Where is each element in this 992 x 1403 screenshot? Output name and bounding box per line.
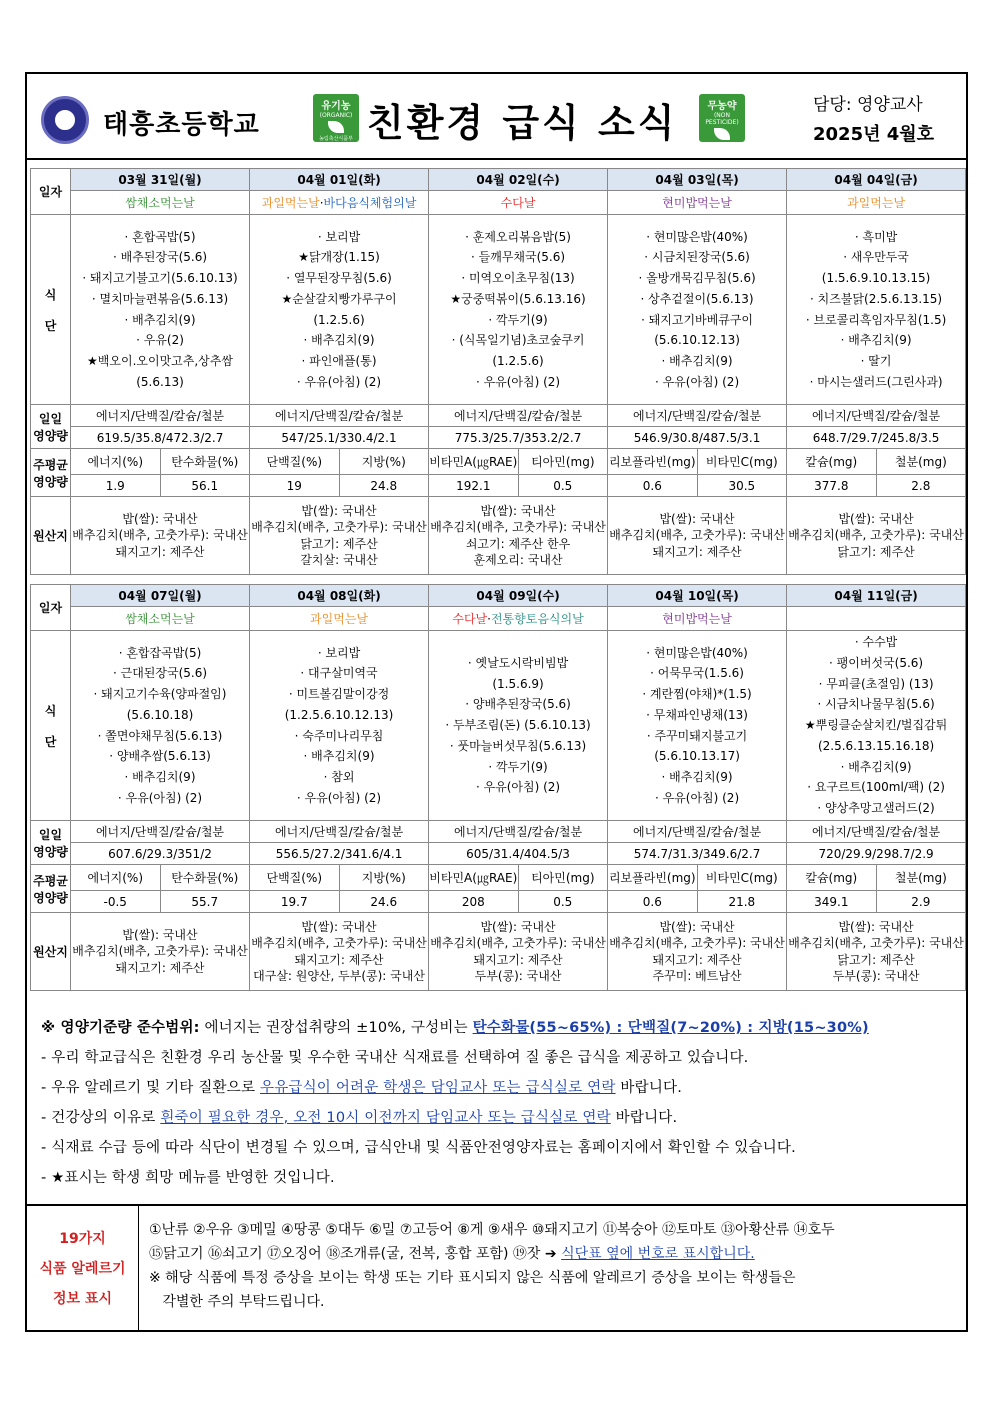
menu-item: (5.6.13) [136, 374, 184, 389]
event-cell: 과일먹는날 [787, 191, 966, 215]
allergy-body [149, 1218, 959, 1314]
weekly-value: 349.1 [787, 891, 877, 913]
menu-item: (5.6.10.12.13) [654, 333, 740, 348]
menu-item: · 어묵무국(1.5.6) [650, 666, 744, 681]
nutrition-head: 에너지/단백질/칼슘/철분 [429, 405, 608, 427]
notice-text: - 우유 알레르기 및 기타 질환으로 [41, 1080, 260, 1096]
menu-item: · 배추된장국(5.6) [112, 250, 208, 265]
date-cell: 03월 31일(월) [71, 169, 250, 191]
notice-text: 에너지는 권장섭취량의 ±10%, 구성비는 [199, 1020, 473, 1036]
manager-label: 담당: 영양교사 [813, 95, 923, 115]
origin-item: 배추김치(배추, 고춧가루): 국내산 [430, 520, 606, 534]
menu-item: · 우유(아침) (2) [654, 790, 740, 805]
origin-item: 배추김치(배추, 고춧가루): 국내산 [609, 528, 785, 543]
nopest-badge-foot: 농림축산식품부 [705, 143, 739, 149]
daily-nutrition-label [31, 821, 71, 865]
page-title: 친환경 급식 소식 [367, 101, 678, 145]
notice-item: - ★표시는 학생 희망 메뉴를 반영한 것입니다. [41, 1170, 335, 1186]
menu-item: ★뿌링클순살치킨/벌집감튀 [804, 718, 948, 733]
menu-item: · 주꾸미돼지불고기 [646, 728, 748, 743]
origin-item: 밥(쌀): 국내산 [838, 919, 914, 934]
weekly-value: 30.5 [697, 475, 787, 497]
nutrition-head: 에너지/단백질/칼슘/철분 [71, 821, 250, 843]
origin-cell [429, 497, 608, 575]
weekly-head: 비타민C(mg) [697, 449, 787, 475]
notice-text: - 건강상의 이유로 [41, 1110, 161, 1126]
nutrition-value: 648.7/29.7/245.8/3.5 [787, 427, 966, 449]
menu-item: · 배추김치(9) [840, 759, 912, 774]
nutrition-head: 에너지/단백질/칼슘/철분 [429, 821, 608, 843]
weekly-value: -0.5 [71, 891, 161, 913]
weekly-value: 56.1 [160, 475, 250, 497]
weekly-value: 192.1 [429, 475, 519, 497]
menu-item: · 옛날도시락비빔밥 [467, 656, 569, 671]
menu-row-label [31, 215, 71, 405]
weekly-head: 에너지(%) [71, 449, 161, 475]
menu-item: · 무피클(초절임) (13) [818, 676, 934, 691]
origin-cell [787, 913, 966, 991]
weekly-head: 비타민C(mg) [697, 865, 787, 891]
origin-cell [429, 913, 608, 991]
label-part: 주평균 [33, 457, 68, 472]
organic-badge-icon [313, 94, 359, 142]
origin-item: 밥(쌀): 국내산 [301, 503, 377, 518]
origin-item: 닭고기: 제주산 [837, 544, 915, 559]
date-cell: 04월 04일(금) [787, 169, 966, 191]
origin-item: 대구살: 원양산, 두부(콩): 국내산 [253, 969, 425, 983]
menu-item: · 흑미밥 [854, 229, 898, 244]
menu-item: · 새우만두국 [843, 250, 909, 265]
date-cell: 04월 11일(금) [787, 585, 966, 607]
weekly-value: 0.5 [518, 475, 608, 497]
menu-item: · 훈제오리볶음밥(5) [465, 229, 571, 244]
menu-item: · 브로콜리흑임자무침(1.5) [805, 312, 947, 327]
allergy-list-line [149, 1242, 959, 1266]
menu-item: · 계란찜(야채)*(1.5) [642, 687, 752, 702]
menu-item: · 보리밥 [317, 645, 361, 660]
origin-item: 밥(쌀): 국내산 [480, 919, 556, 934]
origin-item: 돼지고기: 제주산 [294, 952, 384, 967]
label-part: 단 [44, 318, 57, 333]
weekly-head: 단백질(%) [250, 865, 340, 891]
label-part: 일일 [38, 827, 63, 842]
nutrition-value: 619.5/35.8/472.3/2.7 [71, 427, 250, 449]
nopest-badge-sub: (NON PESTICIDE) [705, 112, 739, 126]
allergy-caution-line: 각별한 주의 부탁드립니다. [149, 1294, 325, 1310]
weekly-head: 탄수화물(%) [160, 449, 250, 475]
label-part: 식 [44, 703, 57, 718]
nutrition-head: 에너지/단백질/칼슘/철분 [608, 405, 787, 427]
label-part: 영양량 [33, 474, 68, 489]
menu-item: · 우유(아침) (2) [475, 374, 561, 389]
menu-cell [787, 631, 966, 821]
menu-item: · 멸치마늘편볶음(5.6.13) [91, 291, 229, 306]
origin-item: 돼지고기: 제주산 [473, 952, 563, 967]
menu-item: ★닭개장(1.15) [298, 250, 380, 265]
label-part: 주평균 [33, 873, 68, 888]
menu-item: · 들깨무채국(5.6) [471, 250, 566, 265]
menu-item: (1.2.5.6) [492, 353, 544, 368]
event-cell [429, 607, 608, 631]
menu-cell [608, 215, 787, 405]
origin-item: 닭고기: 제주산 [300, 536, 378, 551]
menu-item: · 풋마늘버섯무침(5.6.13) [449, 738, 587, 753]
weekly-value: 2.8 [876, 475, 966, 497]
menu-item: · 마시는샐러드(그린사과) [809, 374, 943, 389]
weekly-value: 0.6 [608, 475, 698, 497]
menu-item: · 양상추망고샐러드(2) [817, 800, 935, 815]
menu-item: · 배추김치(9) [840, 333, 912, 348]
menu-item: · 깍두기(9) [488, 312, 548, 327]
menu-item: · 상추겉절이(5.6.13) [640, 291, 754, 306]
menu-item: · 배추김치(9) [303, 333, 375, 348]
nopest-badge-main: 무농약 [707, 101, 737, 112]
event-cell [250, 191, 429, 215]
nutrition-value: 607.6/29.3/351/2 [71, 843, 250, 865]
weekly-value: 55.7 [160, 891, 250, 913]
menu-item: · 깍두기(9) [488, 759, 548, 774]
origin-item: 돼지고기: 제주산 [652, 952, 742, 967]
menu-item: (1.2.5.6.10.12.13) [284, 707, 394, 722]
origin-row-label: 원산지 [31, 497, 71, 575]
nutrition-head: 에너지/단백질/칼슘/철분 [250, 821, 429, 843]
weekly-head: 철분(mg) [876, 449, 966, 475]
menu-row-label [31, 631, 71, 821]
allergy-caution-line: ※ 해당 식품에 특정 증상을 보이는 학생 또는 기타 표시되지 않은 식품에 알레르기 증상을 보이는 학생들은 [149, 1270, 796, 1286]
weekly-head: 지방(%) [339, 449, 429, 475]
allergy-label-line: 정보 표시 [53, 1291, 112, 1307]
menu-item: · 현미많은밥(40%) [646, 229, 748, 244]
menu-item: · 돼지고기불고기(5.6.10.13) [82, 271, 238, 286]
menu-item: · 양배추된장국(5.6) [465, 697, 571, 712]
newsletter-frame [25, 72, 968, 1332]
nutrition-head: 에너지/단백질/칼슘/철분 [250, 405, 429, 427]
weekly-head: 리보플라빈(mg) [608, 865, 698, 891]
origin-item: 훈제오리: 국내산 [473, 553, 563, 567]
menu-item: · 혼합곡밥(5) [124, 229, 196, 244]
notice-text: 바랍니다. [615, 1080, 683, 1096]
leaf-icon [328, 121, 344, 133]
daily-nutrition-label [31, 405, 71, 449]
weekly-value: 1.9 [71, 475, 161, 497]
label-part: 일일 [38, 411, 63, 426]
menu-table-week-2 [30, 584, 966, 991]
weekly-head: 단백질(%) [250, 449, 340, 475]
seal-center [53, 108, 77, 132]
menu-cell [71, 631, 250, 821]
event-cell: 쌈채소먹는날 [71, 607, 250, 631]
organic-badge-foot: 농림축산식품부 [319, 136, 353, 142]
menu-item: · 치즈불닭(2.5.6.13.15) [810, 291, 943, 306]
date-cell: 04월 07일(월) [71, 585, 250, 607]
menu-item: (1.2.5.6) [313, 312, 365, 327]
issue-label: 2025년 4월호 [813, 124, 935, 145]
origin-item: 갈치살: 국내산 [300, 553, 378, 567]
organic-badge-sub: (ORGANIC) [319, 112, 353, 119]
nutrition-value: 546.9/30.8/487.5/3.1 [608, 427, 787, 449]
notice-emphasis: 탄수화물(55~65%) : 단백질(7~20%) : 지방(15~30%) [472, 1020, 869, 1036]
date-cell: 04월 08일(화) [250, 585, 429, 607]
origin-item: 닭고기: 제주산 [837, 952, 915, 967]
origin-item: 두부(콩): 국내산 [832, 969, 920, 983]
weekly-head: 비타민A(㎍RAE) [429, 865, 519, 891]
menu-item: · 근대된장국(5.6) [112, 666, 208, 681]
menu-item: · 우유(아침) (2) [296, 790, 382, 805]
menu-item: · 딸기 [860, 353, 892, 368]
origin-item: 밥(쌀): 국내산 [122, 927, 198, 942]
origin-item: 밥(쌀): 국내산 [659, 919, 735, 934]
label-part: 영양량 [33, 428, 68, 443]
menu-cell [429, 631, 608, 821]
weekly-head: 티아민(mg) [518, 449, 608, 475]
weekly-value: 19 [250, 475, 340, 497]
origin-cell [250, 497, 429, 575]
origin-item: 배추김치(배추, 고춧가루): 국내산 [609, 936, 785, 950]
nutrition-value: 574.7/31.3/349.6/2.7 [608, 843, 787, 865]
origin-item: 밥(쌀): 국내산 [838, 511, 914, 526]
menu-item: · 우유(아침) (2) [654, 374, 740, 389]
weekly-head: 비타민A(㎍RAE) [429, 449, 519, 475]
notice-list [41, 1018, 961, 1198]
menu-item: · 파인애플(통) [301, 353, 377, 368]
weekly-value: 0.6 [608, 891, 698, 913]
menu-item: · 우유(2) [136, 333, 184, 348]
nutrition-head: 에너지/단백질/칼슘/철분 [608, 821, 787, 843]
label-part: 단 [44, 734, 57, 749]
origin-row-label: 원산지 [31, 913, 71, 991]
menu-item: · 우유(아침) (2) [117, 790, 203, 805]
pesticide-free-badge-icon [699, 94, 745, 149]
nutrition-value: 547/25.1/330.4/2.1 [250, 427, 429, 449]
date-cell: 04월 10일(목) [608, 585, 787, 607]
menu-item: · 돼지고기수육(양파절임) [93, 687, 227, 702]
notice-nutrition-standard [41, 1018, 961, 1038]
label-part: 영양량 [33, 890, 68, 905]
weekly-head: 티아민(mg) [518, 865, 608, 891]
event-part: 과일먹는날 [261, 196, 320, 210]
nutrition-value: 556.5/27.2/341.6/4.1 [250, 843, 429, 865]
weekly-value: 19.7 [250, 891, 340, 913]
menu-item: · 두부조림(돈) (5.6.10.13) [445, 718, 591, 733]
weekly-value: 0.5 [518, 891, 608, 913]
nutrition-value: 775.3/25.7/353.2/2.7 [429, 427, 608, 449]
weekly-head: 리보플라빈(mg) [608, 449, 698, 475]
menu-item: · 무채파인냉채(13) [646, 707, 748, 722]
event-cell: 현미밥먹는날 [608, 191, 787, 215]
origin-item: 배추김치(배추, 고춧가루): 국내산 [430, 936, 606, 950]
menu-item: · 미역오이초무침(13) [461, 271, 575, 286]
origin-cell [71, 497, 250, 575]
date-cell: 04월 09일(수) [429, 585, 608, 607]
weekly-head: 탄수화물(%) [160, 865, 250, 891]
origin-item: 쇠고기: 제주산 한우 [465, 536, 571, 551]
menu-item: · 수수밥 [854, 635, 898, 650]
menu-item: · 양배추쌈(5.6.13) [109, 749, 211, 764]
leaf-icon [714, 128, 730, 140]
allergy-label [27, 1206, 139, 1332]
weekly-value: 208 [429, 891, 519, 913]
menu-item: · 시금치된장국(5.6) [644, 250, 750, 265]
origin-item: 주꾸미: 베트남산 [652, 969, 742, 983]
menu-item: · 올방개묵김무침(5.6) [638, 271, 756, 286]
menu-item: ★백오이.오이맛고추,상추쌈 [87, 353, 233, 368]
origin-item: 밥(쌀): 국내산 [122, 511, 198, 526]
event-cell: 쌈채소먹는날 [71, 191, 250, 215]
notice-text: 바랍니다. [610, 1110, 678, 1126]
nutrition-value: 720/29.9/298.7/2.9 [787, 843, 966, 865]
event-cell: 과일먹는날 [250, 607, 429, 631]
event-part: 전통향토음식의날 [490, 612, 584, 626]
menu-item: · 팽이버섯국(5.6) [829, 656, 924, 671]
origin-item: 배추김치(배추, 고춧가루): 국내산 [251, 520, 427, 534]
menu-item: · 혼합잡곡밥(5) [118, 645, 202, 660]
event-cell: 수다날 [429, 191, 608, 215]
menu-item: · 쫄면야채무침(5.6.13) [97, 728, 223, 743]
weekly-head: 칼슘(mg) [787, 449, 877, 475]
menu-item: · 참외 [323, 769, 355, 784]
menu-item: · 배추김치(9) [661, 353, 733, 368]
label-part: 영양량 [33, 844, 68, 859]
origin-item: 배추김치(배추, 고춧가루): 국내산 [72, 944, 248, 959]
menu-item: · 배추김치(9) [661, 769, 733, 784]
origin-item: 밥(쌀): 국내산 [659, 511, 735, 526]
nutrition-head: 에너지/단백질/칼슘/철분 [787, 405, 966, 427]
menu-item: · 열무된장무침(5.6) [286, 271, 392, 286]
notice-item: - 식재료 수급 등에 따라 식단이 변경될 수 있으며, 급식안내 및 식품안전영양자료는 홈페이지에서 확인할 수 있습니다. [41, 1140, 796, 1156]
menu-item: · 돼지고기바베큐구이 [641, 312, 754, 327]
menu-cell [250, 631, 429, 821]
weekly-value: 21.8 [697, 891, 787, 913]
menu-item: · 숙주미나리무침 [294, 728, 384, 743]
event-separator: · [319, 196, 324, 210]
origin-cell [608, 913, 787, 991]
weekly-value: 24.8 [339, 475, 429, 497]
weekly-nutrition-label [31, 865, 71, 913]
allergy-info-box [27, 1204, 966, 1330]
event-part: 바다음식체험의날 [323, 196, 417, 210]
allergy-list-line: ①난류 ②우유 ③메밀 ④땅콩 ⑤대두 ⑥밀 ⑦고등어 ⑧게 ⑨새우 ⑩돼지고기 ⑪복숭아 ⑫토마토 ⑬아황산류 ⑭호두 [149, 1222, 835, 1238]
date-cell: 04월 02일(수) [429, 169, 608, 191]
menu-item: · 우유(아침) (2) [296, 374, 382, 389]
notice-heading: ※ 영양기준량 준수범위: [41, 1020, 200, 1036]
menu-item: (1.5.6.9) [492, 676, 544, 691]
organic-badge-main: 유기농 [321, 101, 351, 112]
allergy-label-line: 식품 알레르기 [39, 1261, 126, 1277]
notice-emphasis: 흰죽이 필요한 경우, 오전 10시 이전까지 담임교사 또는 급식실로 연락 [160, 1110, 611, 1126]
origin-item: 두부(콩): 국내산 [474, 969, 562, 983]
date-cell: 04월 03일(목) [608, 169, 787, 191]
weekly-nutrition-label [31, 449, 71, 497]
weekly-head: 철분(mg) [876, 865, 966, 891]
menu-cell [71, 215, 250, 405]
menu-item: · 요구르트(100ml/팩) (2) [807, 780, 945, 795]
menu-item: · 배추김치(9) [124, 769, 196, 784]
menu-cell [787, 215, 966, 405]
weekly-value: 377.8 [787, 475, 877, 497]
origin-item: 돼지고기: 제주산 [115, 544, 205, 559]
weekly-head: 지방(%) [339, 865, 429, 891]
weekly-head: 에너지(%) [71, 865, 161, 891]
origin-cell [250, 913, 429, 991]
label-part: 식 [44, 287, 57, 302]
origin-item: 돼지고기: 제주산 [652, 544, 742, 559]
menu-item: (5.6.10.18) [126, 707, 194, 722]
weekly-value: 2.9 [876, 891, 966, 913]
nutrition-head: 에너지/단백질/칼슘/철분 [71, 405, 250, 427]
menu-item: ★궁중떡볶이(5.6.13.16) [450, 291, 586, 306]
origin-item: 밥(쌀): 국내산 [480, 503, 556, 518]
menu-table-week-1 [30, 168, 966, 575]
menu-item: · 보리밥 [317, 229, 361, 244]
nutrition-head: 에너지/단백질/칼슘/철분 [787, 821, 966, 843]
origin-item: 밥(쌀): 국내산 [301, 919, 377, 934]
event-cell [787, 607, 966, 631]
allergy-list-emphasis: 식단표 옆에 번호로 표시합니다. [561, 1246, 755, 1262]
origin-cell [71, 913, 250, 991]
menu-item: · 대구살미역국 [300, 666, 378, 681]
school-name: 태흥초등학교 [103, 110, 260, 140]
event-separator: · [487, 612, 491, 626]
allergy-list-text: ⑮닭고기 ⑯쇠고기 ⑰오징어 ⑱조개류(굴, 전복, 홍합 포함) ⑲잣 ➔ [149, 1246, 562, 1262]
date-row-label: 일자 [31, 169, 71, 215]
date-row-label: 일자 [31, 585, 71, 631]
origin-cell [608, 497, 787, 575]
weekly-value: 24.6 [339, 891, 429, 913]
menu-item: (1.5.6.9.10.13.15) [821, 271, 931, 286]
menu-item: · 현미많은밥(40%) [646, 645, 748, 660]
menu-item: · 미트볼김말이강정 [288, 687, 390, 702]
origin-item: 배추김치(배추, 고춧가루): 국내산 [788, 528, 964, 543]
school-seal-icon [41, 96, 89, 144]
notice-item: - 우리 학교급식은 친환경 우리 농산물 및 우수한 국내산 식재료를 선택하여 질 좋은 급식을 제공하고 있습니다. [41, 1050, 749, 1066]
origin-cell [787, 497, 966, 575]
origin-item: 배추김치(배추, 고춧가루): 국내산 [788, 936, 964, 950]
notice-emphasis: 우유급식이 어려운 학생은 담임교사 또는 급식실로 연락 [259, 1080, 616, 1096]
origin-item: 배추김치(배추, 고춧가루): 국내산 [251, 936, 427, 950]
menu-item: · 배추김치(9) [124, 312, 196, 327]
header [27, 74, 966, 160]
menu-item: (5.6.10.13.17) [654, 749, 740, 764]
menu-item: · 시금치나물무침(5.6) [817, 697, 935, 712]
origin-item: 배추김치(배추, 고춧가루): 국내산 [72, 528, 248, 543]
menu-item: · (식목일기념)초코숲쿠키 [451, 333, 585, 348]
menu-cell [608, 631, 787, 821]
origin-item: 돼지고기: 제주산 [115, 960, 205, 975]
event-part: 수다날 [452, 612, 488, 626]
menu-item: (2.5.6.13.15.16.18) [817, 738, 935, 753]
notice-item [41, 1078, 961, 1098]
menu-item: · 우유(아침) (2) [475, 780, 561, 795]
menu-item: · 배추김치(9) [303, 749, 375, 764]
allergy-label-line: 19가지 [59, 1231, 106, 1247]
menu-cell [429, 215, 608, 405]
notice-item [41, 1108, 961, 1128]
date-cell: 04월 01일(화) [250, 169, 429, 191]
nutrition-value: 605/31.4/404.5/3 [429, 843, 608, 865]
menu-cell [250, 215, 429, 405]
weekly-head: 칼슘(mg) [787, 865, 877, 891]
menu-item: ★순살갈치빵가루구이 [281, 291, 397, 306]
event-cell: 현미밥먹는날 [608, 607, 787, 631]
